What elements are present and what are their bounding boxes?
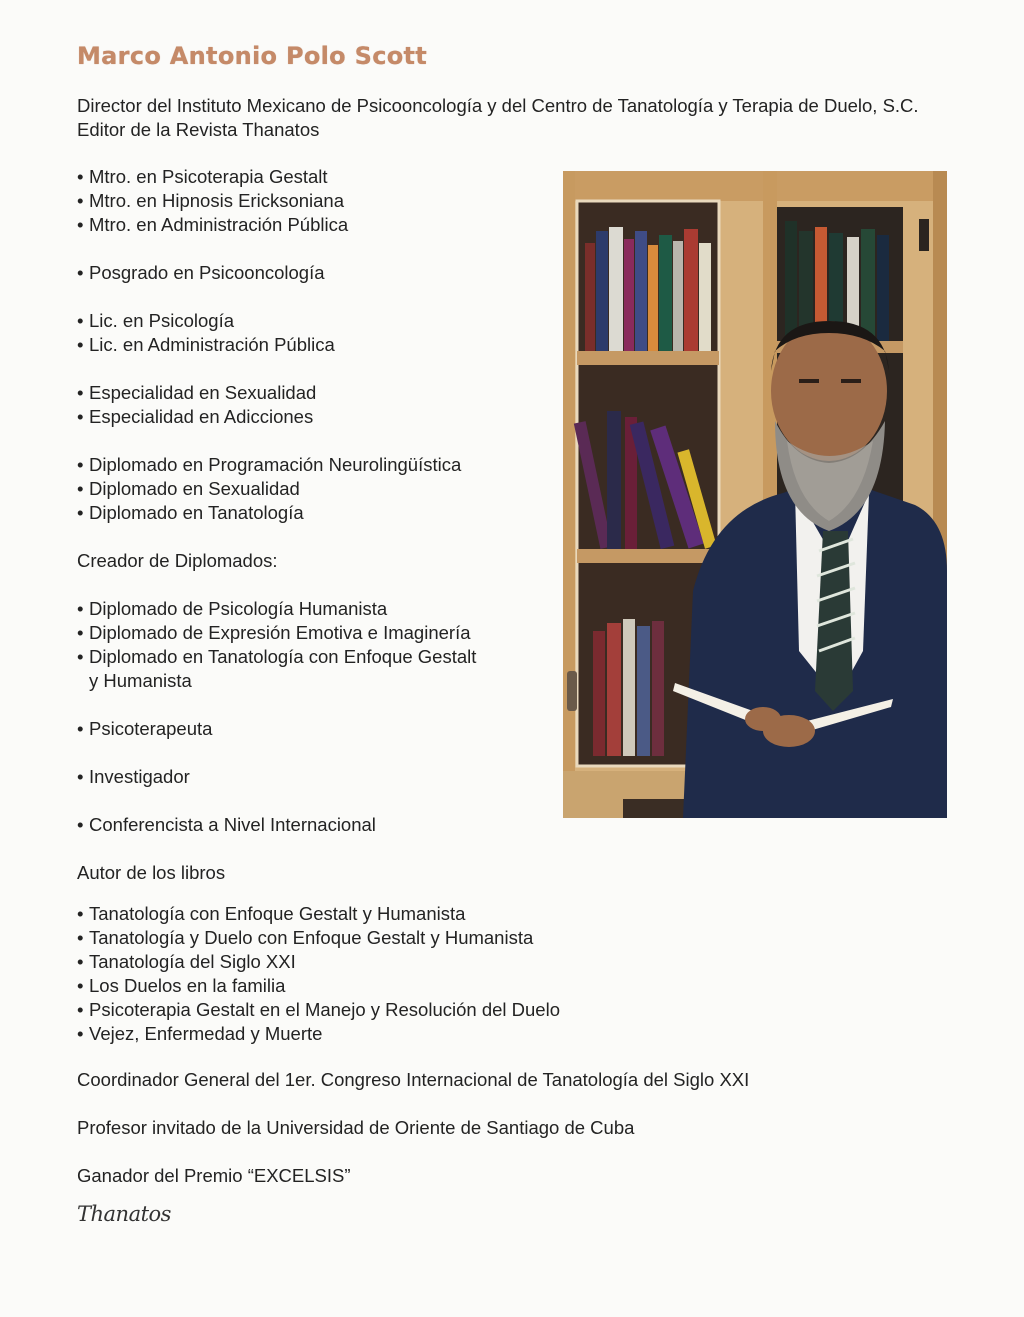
list-item: • Diplomado de Expresión Emotiva e Imaginería <box>77 621 547 645</box>
role-investigador <box>77 765 547 789</box>
intro-director: Director del Instituto Mexicano de Psicooncología y del Centro de Tanatología y Terapia de Duelo, S.C. <box>77 95 919 116</box>
list-item: • Especialidad en Sexualidad <box>77 381 547 405</box>
list-item: • Tanatología con Enfoque Gestalt y Humanista <box>77 902 560 926</box>
list-item: • Vejez, Enfermedad y Muerte <box>77 1022 560 1046</box>
list-item: • Mtro. en Hipnosis Ericksoniana <box>77 189 547 213</box>
author-name: Marco Antonio Polo Scott <box>77 42 428 70</box>
list-item: • Mtro. en Psicoterapia Gestalt <box>77 165 547 189</box>
role-psicoterapeuta <box>77 717 547 741</box>
list-item <box>77 645 547 693</box>
list-item: • Diplomado en Programación Neurolingüística <box>77 453 547 477</box>
books-list <box>77 902 560 1046</box>
books-heading: Autor de los libros <box>77 862 226 883</box>
list-item: • Conferencista a Nivel Internacional <box>77 813 547 837</box>
list-item: • Posgrado en Psicooncología <box>77 261 547 285</box>
list-item-line: • Diplomado en Tanatología con Enfoque Gestalt <box>89 646 477 667</box>
intro-editor: Editor de la Revista Thanatos <box>77 119 320 140</box>
list-item: • Diplomado de Psicología Humanista <box>77 597 547 621</box>
list-item: • Lic. en Administración Pública <box>77 333 547 357</box>
list-item: • Investigador <box>77 765 547 789</box>
thanatos-signature: Thanatos <box>77 1202 171 1226</box>
intro <box>77 94 919 142</box>
list-item: • Lic. en Psicología <box>77 309 547 333</box>
bachelors-list <box>77 309 547 357</box>
postgrad-list <box>77 261 547 285</box>
coordinator-line: Coordinador General del 1er. Congreso Internacional de Tanatología del Siglo XXI <box>77 1069 750 1090</box>
list-item: • Tanatología y Duelo con Enfoque Gestalt y Humanista <box>77 926 560 950</box>
professor-line: Profesor invitado de la Universidad de Oriente de Santiago de Cuba <box>77 1117 635 1138</box>
list-item: • Psicoterapia Gestalt en el Manejo y Resolución del Duelo <box>77 998 560 1022</box>
masters-list <box>77 165 547 237</box>
books-section <box>77 902 560 1046</box>
list-item: • Diplomado en Sexualidad <box>77 477 547 501</box>
list-item: • Los Duelos en la familia <box>77 974 560 998</box>
portrait-illustration <box>563 171 947 818</box>
list-item: • Psicoterapeuta <box>77 717 547 741</box>
list-item-line: y Humanista <box>89 670 192 691</box>
creator-list <box>77 597 547 693</box>
list-item: • Tanatología del Siglo XXI <box>77 950 560 974</box>
specialties-list <box>77 381 547 429</box>
credentials <box>77 165 547 885</box>
list-item: • Especialidad en Adicciones <box>77 405 547 429</box>
creator-heading: Creador de Diplomados: <box>77 550 278 571</box>
list-item: • Diplomado en Tanatología <box>77 501 547 525</box>
award-line: Ganador del Premio “EXCELSIS” <box>77 1165 351 1186</box>
author-photo <box>563 171 947 818</box>
diplomas-list <box>77 453 547 525</box>
role-conferencista <box>77 813 547 837</box>
list-item: • Mtro. en Administración Pública <box>77 213 547 237</box>
